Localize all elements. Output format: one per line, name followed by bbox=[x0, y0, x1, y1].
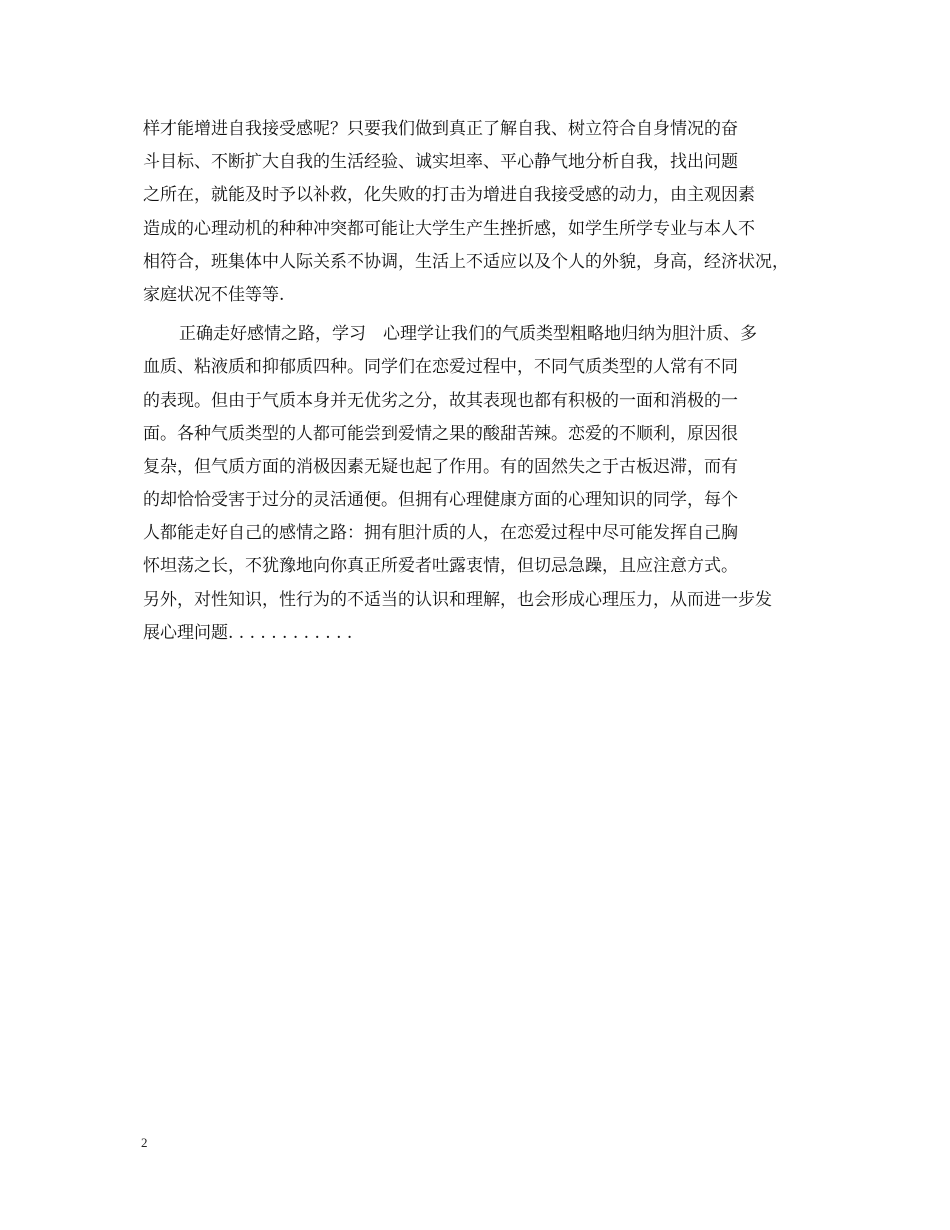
paragraph-line: 怀坦荡之长，不犹豫地向你真正所爱者吐露衷情，但切忌急躁，且应注意方式。 bbox=[143, 556, 738, 577]
paragraph-line: 的却恰恰受害于过分的灵活通便。但拥有心理健康方面的心理知识的同学，每个 bbox=[143, 490, 738, 511]
paragraph-line: 家庭状况不佳等等. bbox=[143, 284, 285, 305]
paragraph-line: 正确走好感情之路，学习 心理学让我们的气质类型粗略地归纳为胆汁质、多 bbox=[179, 324, 757, 345]
paragraph-line: 展心理问题. . . . . . . . . . . . bbox=[143, 622, 353, 643]
paragraph-line: 复杂，但气质方面的消极因素无疑也起了作用。有的固然失之于古板迟滞，而有 bbox=[143, 456, 738, 477]
paragraph-line: 另外，对性知识，性行为的不适当的认识和理解，也会形成心理压力，从而进一步发 bbox=[143, 589, 772, 610]
paragraph-line: 样才能增进自我接受感呢？只要我们做到真正了解自我、树立符合自身情况的奋 bbox=[143, 119, 738, 139]
paragraph-line: 人都能走好自己的感情之路：拥有胆汁质的人，在恋爱过程中尽可能发挥自己胸 bbox=[143, 523, 738, 544]
body-text bbox=[143, 113, 813, 650]
paragraph-line: 之所在，就能及时予以补救，化失败的打击为增进自我接受感的动力，由主观因素 bbox=[143, 185, 755, 206]
paragraph-line: 斗目标、不断扩大自我的生活经验、诚实坦率、平心静气地分析自我，找出问题 bbox=[143, 152, 738, 173]
paragraph-line: 的表现。但由于气质本身并无优劣之分，故其表现也都有积极的一面和消极的一 bbox=[143, 390, 738, 411]
paragraph-line: 面。各种气质类型的人都可能尝到爱情之果的酸甜苦辣。恋爱的不顺利，原因很 bbox=[143, 423, 738, 444]
paragraph-line: 造成的心理动机的种种冲突都可能让大学生产生挫折感，如学生所学专业与本人不 bbox=[143, 218, 755, 239]
paragraph-line: 相符合，班集体中人际关系不协调，生活上不适应以及个人的外貌，身高，经济状况， bbox=[143, 251, 789, 272]
page-number: 2 bbox=[141, 1135, 148, 1150]
paragraph-line: 血质、粘液质和抑郁质四种。同学们在恋爱过程中，不同气质类型的人常有不同 bbox=[143, 357, 738, 378]
